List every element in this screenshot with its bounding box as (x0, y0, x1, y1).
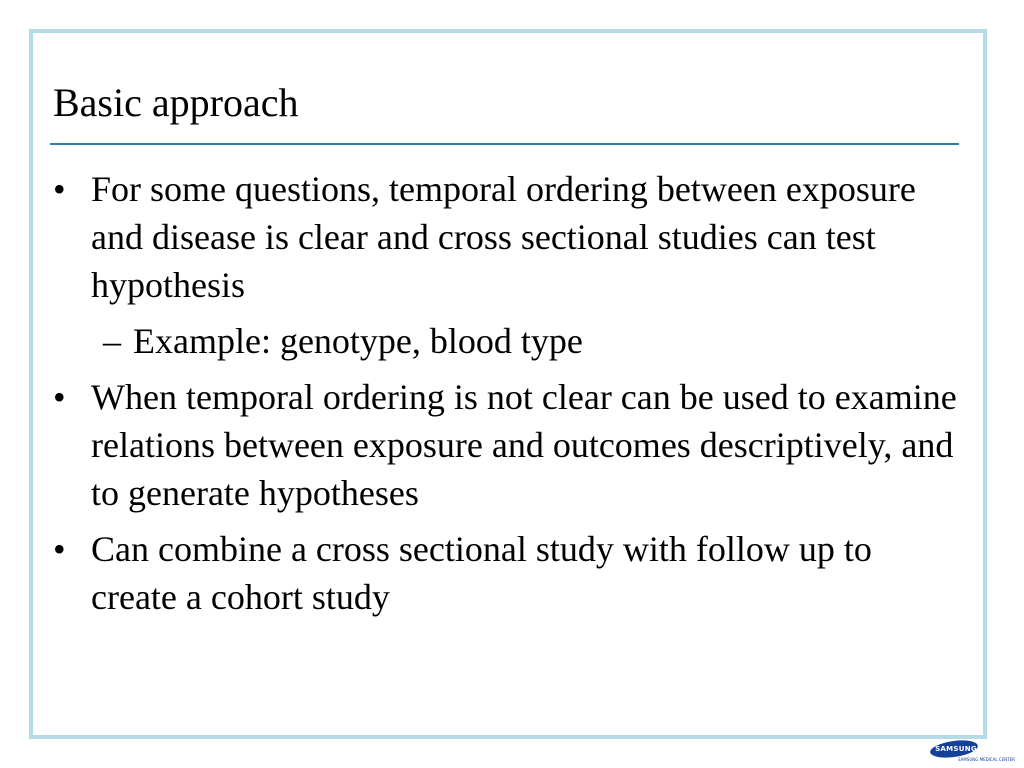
samsung-logo (930, 741, 1018, 765)
sub-bullet-item (53, 317, 958, 365)
bullet-text: Can combine a cross sectional study with follow up to create a cohort study (91, 529, 872, 617)
sub-bullet-text: Example: genotype, blood type (133, 321, 583, 361)
bullet-marker: • (53, 169, 66, 209)
bullet-marker: • (53, 529, 66, 569)
samsung-logo-wordmark: SAMSUNG (935, 745, 977, 753)
bullet-item (53, 373, 958, 517)
bullet-item (53, 525, 958, 621)
slide-title: Basic approach (53, 80, 299, 125)
slide-body (53, 165, 958, 621)
bullet-text: For some questions, temporal ordering between exposure and disease is clear and cross sectional studies can test hypothesis (91, 169, 916, 305)
bullet-text: When temporal ordering is not clear can be used to examine relations between exposure and outcomes descriptively, and to generate hypotheses (91, 377, 957, 513)
bullet-item (53, 165, 958, 309)
title-divider (50, 143, 959, 145)
slide-frame (29, 29, 987, 739)
sub-bullet-marker: – (103, 321, 121, 361)
samsung-logo-subtitle: SAMSUNG MEDICAL CENTER (958, 757, 1015, 762)
bullet-marker: • (53, 377, 66, 417)
